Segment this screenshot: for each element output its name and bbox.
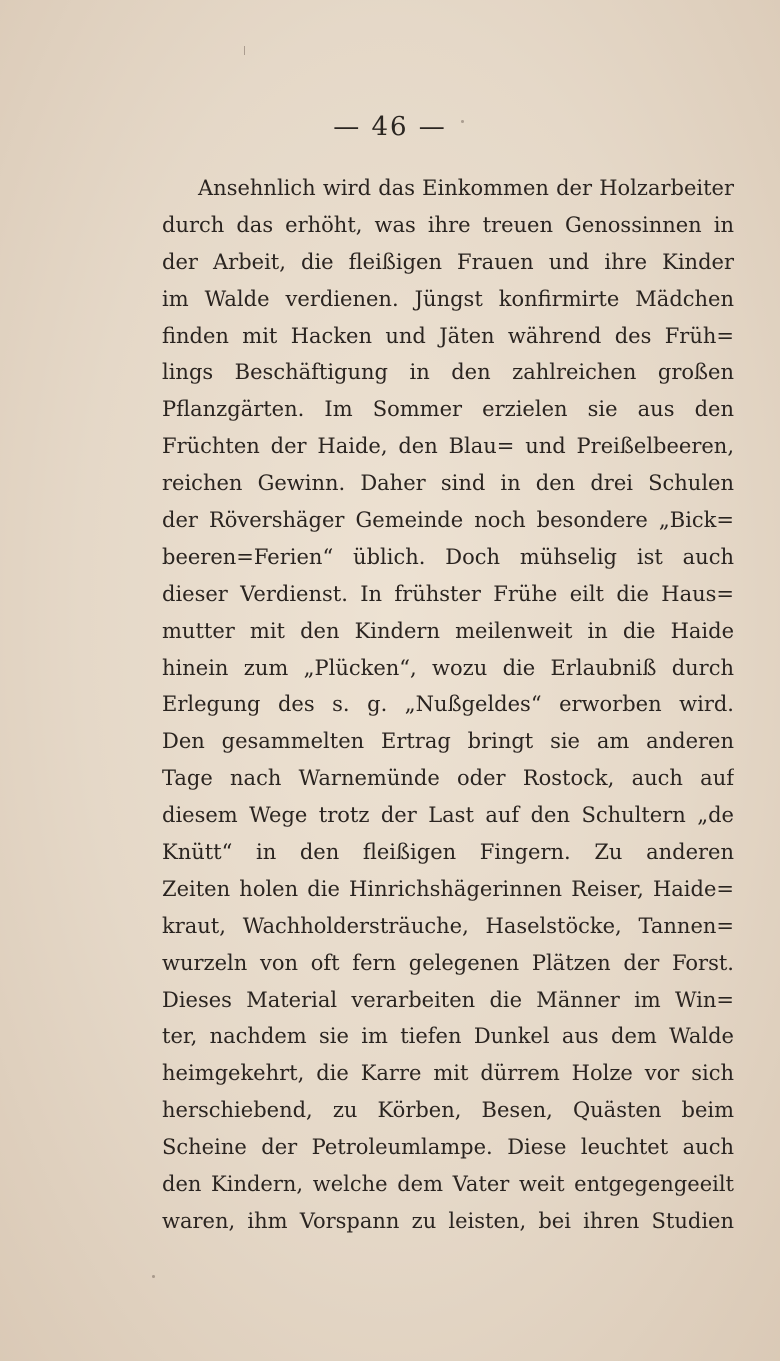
- paper-speck: [244, 46, 245, 55]
- text-line: mutter mit den Kindern meilenweit in die Haide: [162, 618, 734, 643]
- text-line: hinein zum „Plücken“, wozu die Erlaubniß durch: [162, 655, 734, 680]
- text-line: Tage nach Warnemünde oder Rostock, auch auf: [162, 766, 734, 791]
- text-line: Zeiten holen die Hinrichshägerinnen Reiser, Haide=: [162, 876, 734, 901]
- text-line: im Walde verdienen. Jüngst konfirmirte Mädchen: [162, 286, 734, 311]
- text-line: Erlegung des s. g. „Nußgeldes“ erworben wird.: [162, 692, 734, 717]
- text-line: lings Beschäftigung in den zahlreichen großen: [162, 360, 734, 385]
- text-line: der Rövershäger Gemeinde noch besondere „Bick=: [162, 508, 734, 533]
- text-line: finden mit Hacken und Jäten während des Früh=: [162, 323, 734, 348]
- body-text: [162, 170, 734, 1240]
- paper-speck: [152, 1275, 155, 1278]
- text-line: den Kindern, welche dem Vater weit entgegengeeilt: [162, 1172, 734, 1197]
- page-number: — 46 —: [333, 112, 447, 142]
- text-line: Pflanzgärten. Im Sommer erzielen sie aus den: [162, 397, 734, 422]
- text-line: Den gesammelten Ertrag bringt sie am anderen: [162, 729, 734, 754]
- text-line: beeren=Ferien“ üblich. Doch mühselig ist auch: [162, 544, 734, 569]
- text-line: Früchten der Haide, den Blau= und Preißelbeeren,: [162, 434, 734, 459]
- text-line: Knütt“ in den fleißigen Fingern. Zu anderen: [162, 840, 734, 865]
- text-line: Dieses Material verarbeiten die Männer im Win=: [162, 987, 734, 1012]
- text-line: waren, ihm Vorspann zu leisten, bei ihren Studien: [162, 1208, 734, 1233]
- text-line: wurzeln von oft fern gelegenen Plätzen der Forst.: [162, 950, 734, 975]
- text-line: reichen Gewinn. Daher sind in den drei Schulen: [162, 471, 734, 496]
- text-line: der Arbeit, die fleißigen Frauen und ihre Kinder: [162, 249, 734, 274]
- text-line: diesem Wege trotz der Last auf den Schultern „de: [162, 803, 734, 828]
- text-line: heimgekehrt, die Karre mit dürrem Holze vor sich: [162, 1061, 734, 1086]
- text-line: kraut, Wachholdersträuche, Haselstöcke, Tannen=: [162, 913, 734, 938]
- text-line: Ansehnlich wird das Einkommen der Holzarbeiter: [198, 176, 734, 200]
- text-line: dieser Verdienst. In frühster Frühe eilt die Haus=: [162, 581, 734, 606]
- text-line: herschiebend, zu Körben, Besen, Quästen beim: [162, 1098, 734, 1123]
- text-line: durch das erhöht, was ihre treuen Genossinnen in: [162, 212, 734, 237]
- text-line: Scheine der Petroleumlampe. Diese leuchtet auch: [162, 1135, 734, 1160]
- text-line: ter, nachdem sie im tiefen Dunkel aus dem Walde: [162, 1024, 734, 1049]
